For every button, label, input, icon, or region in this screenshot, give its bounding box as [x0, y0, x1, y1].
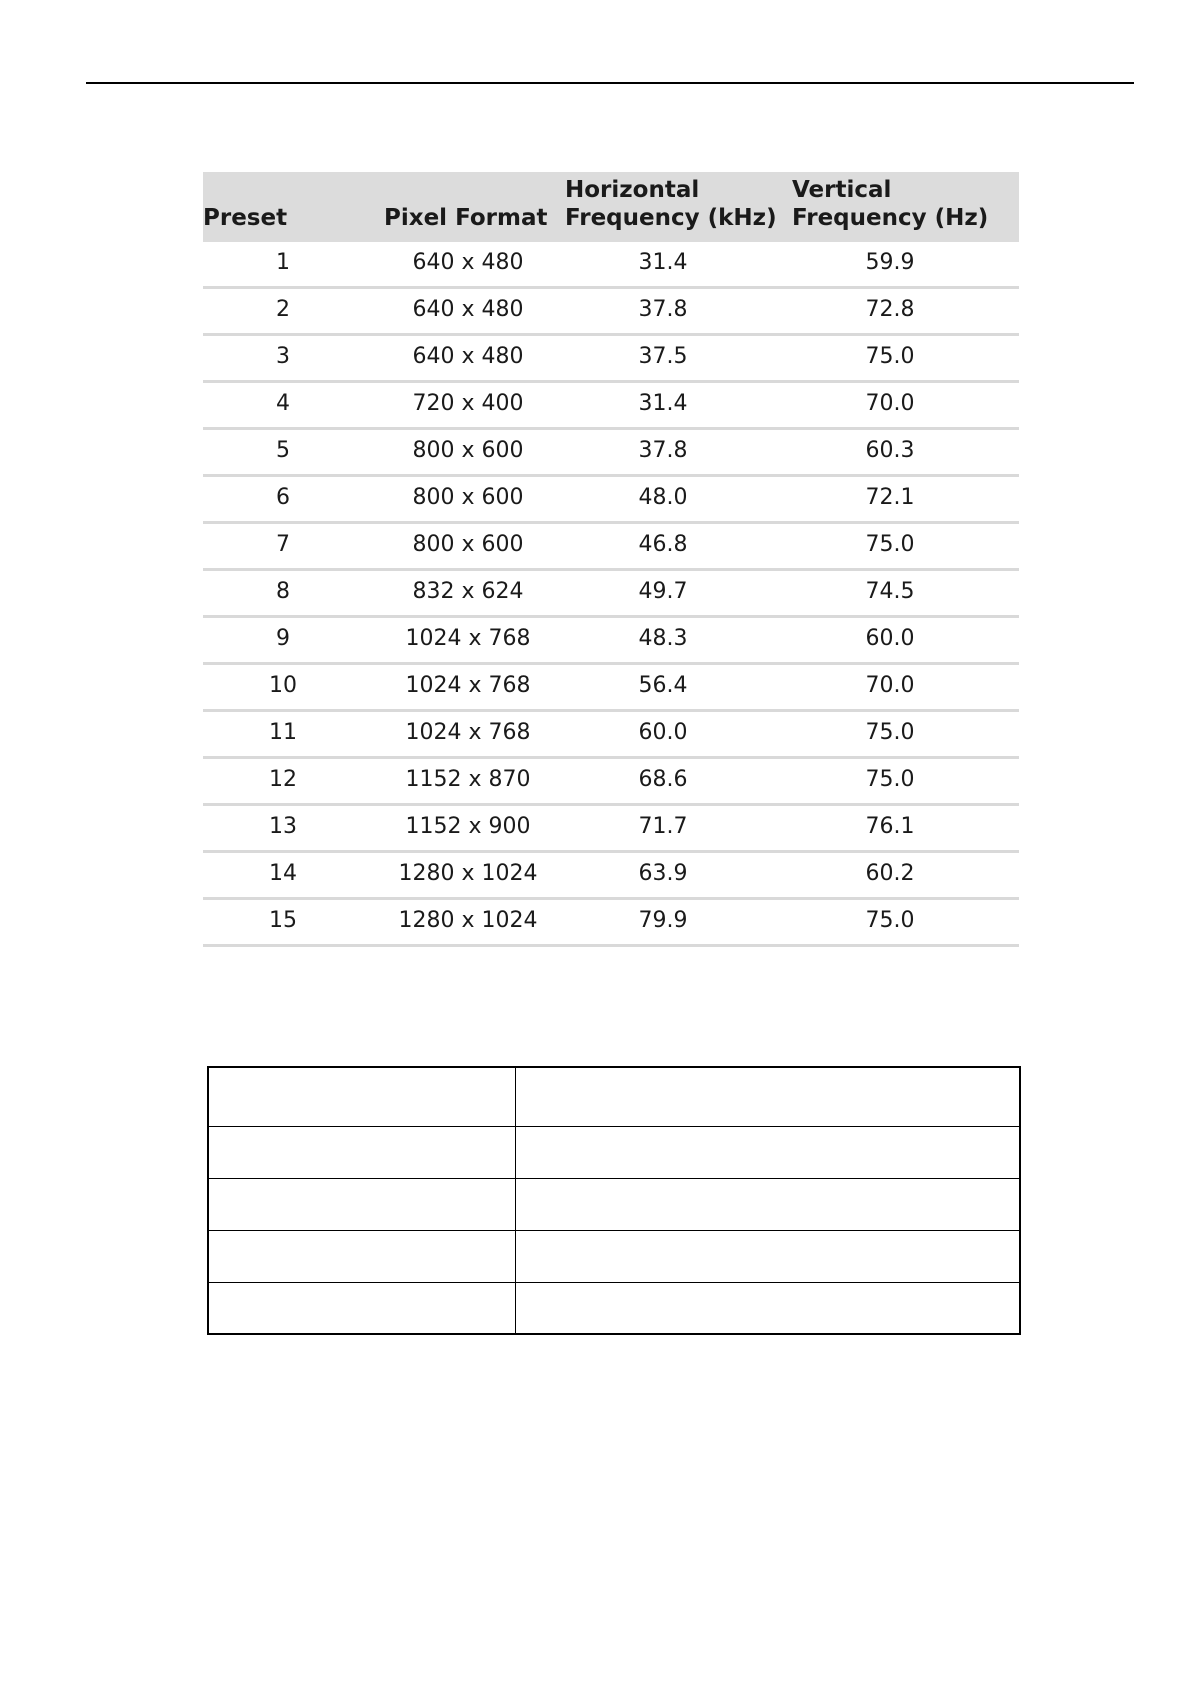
header-vertical-line2: Frequency (Hz)	[792, 205, 989, 231]
cell-pixel-format: 1024 x 768	[405, 673, 531, 698]
box-cell-left	[209, 1179, 516, 1230]
cell-pixel-format: 1024 x 768	[405, 720, 531, 745]
cell-horizontal-frequency: 31.4	[638, 391, 688, 416]
box-row	[209, 1230, 1019, 1282]
cell-vertical-frequency: 75.0	[865, 532, 915, 557]
cell-vertical-frequency: 59.9	[865, 250, 915, 275]
cell-preset: 3	[276, 344, 290, 369]
cell-pixel-format: 640 x 480	[412, 297, 524, 322]
table-row	[203, 618, 1019, 665]
cell-preset: 9	[276, 626, 290, 651]
box-cell-right	[516, 1127, 1019, 1178]
box-cell-left	[209, 1283, 516, 1333]
table-row	[203, 430, 1019, 477]
cell-preset: 15	[269, 908, 297, 933]
empty-box-table	[207, 1066, 1021, 1335]
table-row	[203, 289, 1019, 336]
table-row	[203, 571, 1019, 618]
cell-vertical-frequency: 75.0	[865, 720, 915, 745]
cell-preset: 12	[269, 767, 297, 792]
table-row	[203, 853, 1019, 900]
table-row	[203, 806, 1019, 853]
cell-horizontal-frequency: 31.4	[638, 250, 688, 275]
table-row	[203, 712, 1019, 759]
table-row	[203, 477, 1019, 524]
cell-pixel-format: 1280 x 1024	[398, 908, 538, 933]
header-preset: Preset	[203, 205, 288, 231]
cell-vertical-frequency: 75.0	[865, 767, 915, 792]
header-pixel-format: Pixel Format	[384, 205, 548, 231]
table-row	[203, 524, 1019, 571]
cell-preset: 4	[276, 391, 290, 416]
table-row	[203, 900, 1019, 947]
preset-timing-table	[203, 172, 1019, 947]
table-row	[203, 383, 1019, 430]
cell-vertical-frequency: 75.0	[865, 344, 915, 369]
cell-horizontal-frequency: 71.7	[638, 814, 688, 839]
box-cell-right	[516, 1179, 1019, 1230]
cell-horizontal-frequency: 60.0	[638, 720, 688, 745]
box-cell-right	[516, 1231, 1019, 1282]
box-cell-right	[516, 1068, 1019, 1126]
cell-pixel-format: 1024 x 768	[405, 626, 531, 651]
cell-pixel-format: 832 x 624	[412, 579, 524, 604]
cell-horizontal-frequency: 68.6	[638, 767, 688, 792]
cell-preset: 6	[276, 485, 290, 510]
cell-horizontal-frequency: 37.8	[638, 438, 688, 463]
table-row	[203, 242, 1019, 289]
header-horizontal-line1: Horizontal	[565, 177, 700, 203]
cell-preset: 7	[276, 532, 290, 557]
cell-preset: 13	[269, 814, 297, 839]
cell-horizontal-frequency: 48.0	[638, 485, 688, 510]
cell-preset: 1	[276, 250, 290, 275]
header-vertical-line1: Vertical	[792, 177, 892, 203]
cell-pixel-format: 1152 x 870	[405, 767, 531, 792]
cell-pixel-format: 800 x 600	[412, 485, 524, 510]
cell-preset: 8	[276, 579, 290, 604]
box-cell-left	[209, 1068, 516, 1126]
cell-pixel-format: 640 x 480	[412, 344, 524, 369]
box-row	[209, 1178, 1019, 1230]
cell-horizontal-frequency: 56.4	[638, 673, 688, 698]
box-row	[209, 1282, 1019, 1333]
box-cell-left	[209, 1127, 516, 1178]
cell-vertical-frequency: 76.1	[865, 814, 915, 839]
cell-horizontal-frequency: 49.7	[638, 579, 688, 604]
cell-vertical-frequency: 70.0	[865, 673, 915, 698]
box-cell-right	[516, 1283, 1019, 1333]
cell-pixel-format: 1152 x 900	[405, 814, 531, 839]
header-vertical-frequency	[792, 176, 988, 232]
cell-vertical-frequency: 72.1	[865, 485, 915, 510]
cell-preset: 5	[276, 438, 290, 463]
top-rule	[86, 82, 1134, 84]
cell-pixel-format: 800 x 600	[412, 532, 524, 557]
cell-vertical-frequency: 75.0	[865, 908, 915, 933]
cell-horizontal-frequency: 37.8	[638, 297, 688, 322]
box-row	[209, 1126, 1019, 1178]
table-header	[203, 172, 1019, 242]
cell-horizontal-frequency: 79.9	[638, 908, 688, 933]
cell-horizontal-frequency: 46.8	[638, 532, 688, 557]
cell-vertical-frequency: 60.3	[865, 438, 915, 463]
table-row	[203, 336, 1019, 383]
table-row	[203, 759, 1019, 806]
cell-pixel-format: 640 x 480	[412, 250, 524, 275]
cell-preset: 10	[269, 673, 297, 698]
box-cell-left	[209, 1231, 516, 1282]
header-horizontal-frequency	[565, 176, 777, 232]
cell-vertical-frequency: 74.5	[865, 579, 915, 604]
cell-preset: 14	[269, 861, 297, 886]
cell-vertical-frequency: 72.8	[865, 297, 915, 322]
cell-vertical-frequency: 70.0	[865, 391, 915, 416]
cell-horizontal-frequency: 48.3	[638, 626, 688, 651]
header-horizontal-line2: Frequency (kHz)	[565, 205, 777, 231]
cell-pixel-format: 800 x 600	[412, 438, 524, 463]
cell-vertical-frequency: 60.2	[865, 861, 915, 886]
cell-vertical-frequency: 60.0	[865, 626, 915, 651]
cell-horizontal-frequency: 63.9	[638, 861, 688, 886]
table-body	[203, 242, 1019, 947]
box-row	[209, 1068, 1019, 1126]
cell-preset: 2	[276, 297, 290, 322]
cell-horizontal-frequency: 37.5	[638, 344, 688, 369]
cell-preset: 11	[269, 720, 297, 745]
table-row	[203, 665, 1019, 712]
cell-pixel-format: 720 x 400	[412, 391, 524, 416]
cell-pixel-format: 1280 x 1024	[398, 861, 538, 886]
